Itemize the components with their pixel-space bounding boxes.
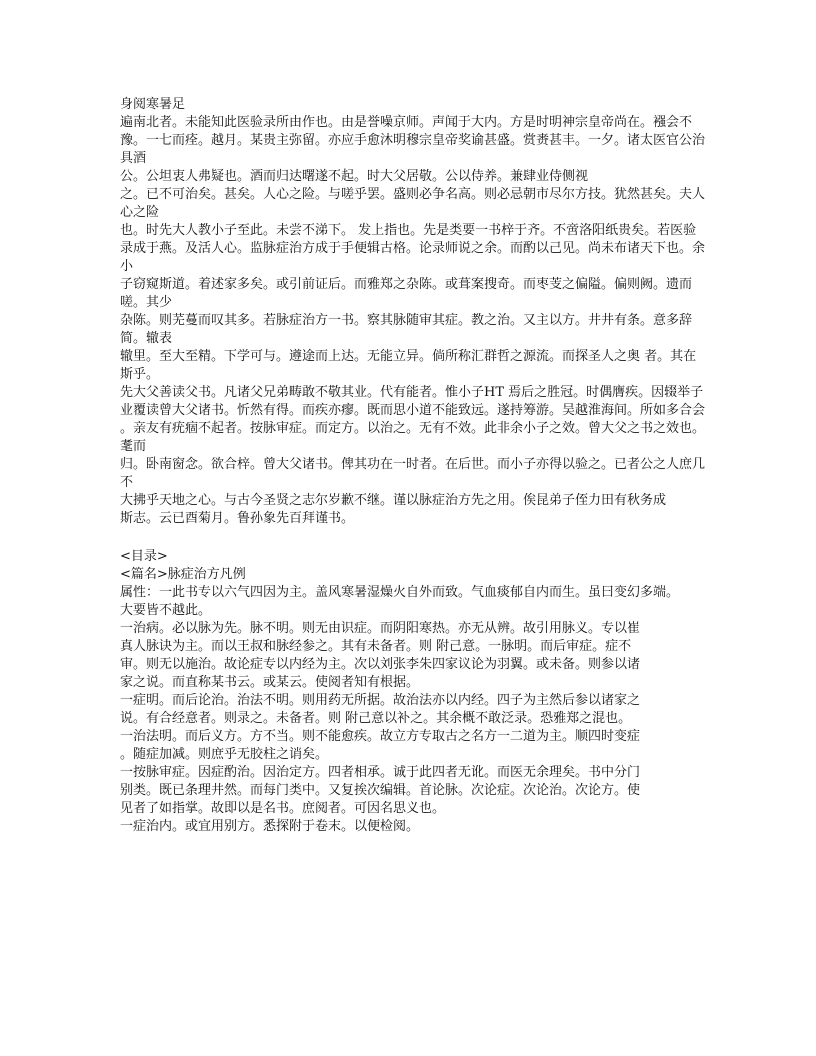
preface-line: 录成于燕。及活人心。监脉症治方成于手便辑古格。论录师说之余。而酌以己见。尚未布诸天下也。余小 <box>120 241 706 274</box>
preface-line: 豫。一七而痊。越月。某贵主弥留。亦应手愈沐明穆宗皇帝奖谕甚盛。赏赉甚丰。一夕。诸太医官公治具酒 <box>120 133 706 166</box>
preface-line: 身阅寒暑足 <box>120 97 186 112</box>
section-title: <篇名>脉症治方凡例 <box>120 567 246 582</box>
preface-line: 大拂乎天地之心。与古今圣贤之志尔岁歉不继。谨以脉症治方先之用。俟昆弟子侄力田有秋务成 <box>120 493 667 508</box>
preface-line: 先大父善读父书。凡诸父兄弟畴敢不敬其业。代有能者。惟小子HT 焉后之胜冠。时偶膺疾。因辍举子 <box>120 385 704 400</box>
body-line: 一症明。而后论治。治法不明。则用药无所据。故治法亦以内经。四子为主然后参以诸家之 <box>120 693 641 708</box>
preface-line: 也。时先大人教小子至此。未尝不涕下。 发上指也。先是类要一书梓于齐。不啻洛阳纸贵矣。若医验 <box>120 223 697 238</box>
preface-line: 。亲友有疣痼不起者。按脉审症。而定方。以治之。无有不效。此非余小子之效。曾大父之书之效也。耄而 <box>120 421 706 454</box>
body-line: 见者了如指掌。故即以是名书。庶阅者。可因名思义也。 <box>120 801 446 816</box>
body-line: 一按脉审症。因症酌治。因治定方。四者相承。诚于此四者无讹。而医无余理矣。书中分门 <box>120 765 641 780</box>
preface-line: 杂陈。则芜蔓而叹其多。若脉症治方一书。察其脉随审其症。教之治。又主以方。井井有条。意多辞简。辙表 <box>120 313 693 346</box>
preface-line: 归。卧南窗念。欲合梓。曾大父诸书。俾其功在一时者。在后世。而小子亦得以验之。已者公之人庶几不 <box>120 457 706 490</box>
body-text <box>120 584 708 836</box>
body-line: 一症治内。或宜用别方。悉探附于卷末。以便检阅。 <box>120 819 420 834</box>
paragraph-gap <box>120 528 708 548</box>
body-line: 大要皆不越此。 <box>120 603 212 618</box>
body-line: 审。则无以施治。故论症专以内经为主。次以刘张李朱四家议论为羽翼。或未备。则参以诸 <box>120 657 641 672</box>
preface-line: 公。公坦衷人弗疑也。酒而归达曙遂不起。时大父居敬。公以侍养。兼肆业侍侧视 <box>120 169 589 184</box>
body-line: 一治病。必以脉为先。脉不明。则无由识症。而阴阳寒热。亦无从辨。故引用脉义。专以崔 <box>120 621 641 636</box>
body-line: 一治法明。而后义方。方不当。则不能愈疾。故立方专取古之名方一二道为主。顺四时变症 <box>120 729 641 744</box>
body-line: 别类。既已条理井然。而每门类中。又复挨次编辑。首论脉。次论症。次论治。次论方。使 <box>120 783 641 798</box>
preface-line: 业覆读曾大父诸书。忻然有得。而疾亦瘳。既而思小道不能致远。遂持筹游。吴越淮海间。所如多合会 <box>120 403 706 418</box>
preface-line: 辙里。至大至精。下学可与。遵途而上达。无能立异。倘所称汇群哲之源流。而探圣人之奥 者。其在斯乎。 <box>120 349 697 382</box>
preface-line: 斯志。云已酉菊月。鲁孙象先百拜谨书。 <box>120 511 355 526</box>
preface-line: 之。已不可治矣。甚矣。人心之险。与嗟乎罢。盛则必争名高。则必忌朝市尽尔方技。犹然甚矣。夫人心之险 <box>120 187 706 220</box>
toc-label: <目录> <box>120 549 168 564</box>
preface-line: 子窃窥斯道。着述家多矣。或引前证后。而雅郑之杂陈。或葺案搜奇。而枣芰之偏隘。偏则阙。遗而嗟。其少 <box>120 277 693 310</box>
body-line: 说。有合经意者。则录之。未备者。则 附己意以补之。其余概不敢泛录。恐雅郑之混也。 <box>120 711 632 726</box>
body-line: 家之说。而直称某书云。或某云。使阅者知有根据。 <box>120 675 420 690</box>
body-line: 属性：一此书专以六气四因为主。盖风寒暑湿燥火自外而致。气血痰郁自内而生。虽曰变幻多端。 <box>120 585 680 600</box>
body-line: 。随症加减。则庶乎无胶柱之诮矣。 <box>120 747 329 762</box>
document-page <box>120 96 708 836</box>
body-line: 真人脉诀为主。而以王叔和脉经参之。其有未备者。则 附己意。一脉明。而后审症。症不 <box>120 639 632 654</box>
preface-line: 遍南北者。未能知此医验录所由作也。由是誉噪京师。声闻于大内。方是时明神宗皇帝尚在。襁会不 <box>120 115 693 130</box>
preface-text <box>120 96 708 528</box>
